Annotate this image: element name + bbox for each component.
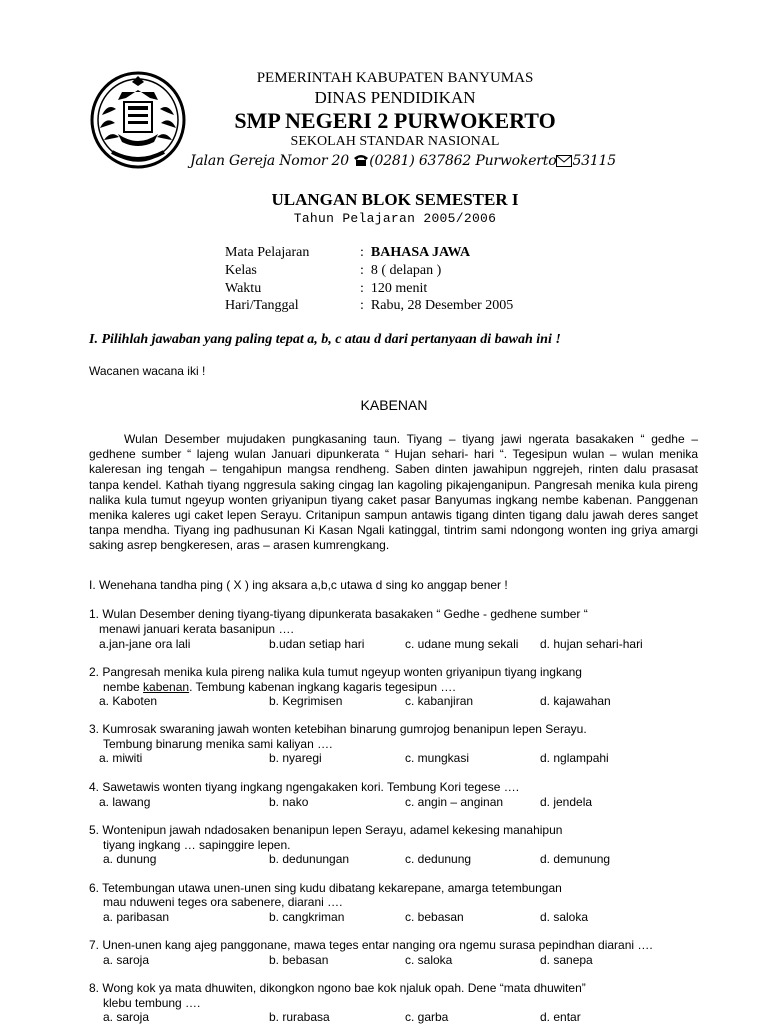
info-value: : BAHASA JAWA xyxy=(360,245,471,260)
answer-option-b: b. cangkriman xyxy=(269,910,345,924)
city-name: Purwokerto xyxy=(475,153,557,169)
reading-prompt: Wacanen wacana iki ! xyxy=(89,364,206,378)
department-heading: DINAS PENDIDIKAN xyxy=(314,88,476,107)
info-label: Mata Pelajaran xyxy=(225,245,310,260)
address-line xyxy=(190,153,616,169)
answer-option-c: c. mungkasi xyxy=(405,751,470,765)
passage-title: KABENAN xyxy=(360,397,428,413)
school-status: SEKOLAH STANDAR NASIONAL xyxy=(290,134,500,149)
answer-option-b: b. rurabasa xyxy=(269,1010,330,1024)
question-text: 7. Unen-unen kang ajeg panggonane, mawa teges entar nanging ora ngemu surasa pepindhan diarani …. xyxy=(89,938,653,952)
phone-icon xyxy=(353,153,369,169)
info-value: : Rabu, 28 Desember 2005 xyxy=(360,298,514,313)
question-text: mau nduweni teges ora sabenere, diarani …. xyxy=(103,895,343,909)
answer-option-a: a. saroja xyxy=(103,953,150,967)
banyumas-regency-seal-icon xyxy=(88,70,188,170)
passage-text: Wulan Desember mujudaken pungkasaning taun. Tiyang – tiyang jawi ngerata basakaken “ gedhe – gedhene sumber “ lajeng wulan Januari dipunkerata “ Hujan sehari- hari “. Tegesipun wulan – wulan menika kaleresan ing tengah – tengahipun mangsa rendheng. Saben dinten jawahipun nggrejeh, rinten dalu prasasat tanpa kendel. Kathah tiyang nggresula saking cingag lan kagoling pikajenganipun. Pangresah menika kula pireng nalika kula tumut ngeyup wonten griyanipun tiyang caket pasar Banyumas ingkang nembe kabenan. Panggenan menika kaleres ugi caket lepen Serayu. Critanipun sampun antawis tigang dinten tigang dalu jawah deres sanget tanpa mendha. Tiyang ing padhusunan Ki Kasan Ngali katinggal, tintrim sami ndongong wonten ing griya amargi saking asrep bengkeresen, aras – arasen kumrengkang. xyxy=(89,432,698,553)
question-text: Tembung binarung menika sami kaliyan …. xyxy=(103,737,333,751)
answer-option-b: b. bebasan xyxy=(269,953,329,967)
info-value: : 8 ( delapan ) xyxy=(360,263,442,278)
question-text: 6. Tetembungan utawa unen-unen sing kudu dibatang kekarepane, amarga tetembungan xyxy=(89,881,562,895)
answer-option-b: b. nyaregi xyxy=(269,751,322,765)
exam-title: ULANGAN BLOK SEMESTER I xyxy=(271,190,519,209)
question-text: 1. Wulan Desember dening tiyang-tiyang dipunkerata basakaken “ Gedhe - gedhene sumber “ xyxy=(89,607,588,621)
answer-option-d: d. sanepa xyxy=(540,953,593,967)
answer-option-a: a. miwiti xyxy=(99,751,143,765)
answer-option-c: c. garba xyxy=(405,1010,449,1024)
address-street: Jalan Gereja Nomor 20 xyxy=(190,153,349,169)
answer-option-b: b.udan setiap hari xyxy=(269,637,365,651)
answer-option-c: c. saloka xyxy=(405,953,453,967)
answer-option-b: b. dedunungan xyxy=(269,852,350,866)
answer-option-d: d. entar xyxy=(540,1010,581,1024)
answer-option-a: a. saroja xyxy=(103,1010,150,1024)
question-text: menawi januari kerata basanipun …. xyxy=(99,622,294,636)
answer-option-c: c. angin – anginan xyxy=(405,795,504,809)
question-text: tiyang ingkang … sapinggire lepen. xyxy=(103,838,291,852)
sub-instruction: I. Wenehana tandha ping ( X ) ing aksara a,b,c utawa d sing ko anggap bener ! xyxy=(89,578,508,592)
question-text: nembe kabenan. Tembung kabenan ingkang kagaris tegesipun …. xyxy=(103,680,456,694)
info-label: Kelas xyxy=(225,263,257,278)
section-instruction: I. Pilihlah jawaban yang paling tepat a, b, c atau d dari pertanyaan di bawah ini ! xyxy=(89,332,561,347)
answer-option-c: c. dedunung xyxy=(405,852,472,866)
question-text: klebu tembung …. xyxy=(103,996,201,1010)
answer-option-c: c. kabanjiran xyxy=(405,694,474,708)
answer-option-d: d. saloka xyxy=(540,910,589,924)
answer-option-a: a. dunung xyxy=(103,852,157,866)
answer-option-b: b. nako xyxy=(269,795,309,809)
answer-option-d: d. jendela xyxy=(540,795,593,809)
question-text: 4. Sawetawis wonten tiyang ingkang ngengakaken kori. Tembung Kori tegese …. xyxy=(89,780,520,794)
answer-option-a: a. lawang xyxy=(99,795,151,809)
question-text: 3. Kumrosak swaraning jawah wonten ketebihan binarung gumrojog benanipun lepen Serayu. xyxy=(89,722,587,736)
info-label: Hari/Tanggal xyxy=(225,298,299,313)
question-text: 2. Pangresah menika kula pireng nalika kula tumut ngeyup wonten griyanipun tiyang ingkang xyxy=(89,665,582,679)
question-text: 8. Wong kok ya mata dhuwiten, dikongkon ngono bae kok njaluk opah. Dene “mata dhuwiten” xyxy=(89,981,586,995)
mail-icon xyxy=(556,153,572,169)
answer-option-d: d. hujan sehari-hari xyxy=(540,637,643,651)
answer-option-b: b. Kegrimisen xyxy=(269,694,343,708)
info-label: Waktu xyxy=(225,281,262,296)
answer-option-c: c. udane mung sekali xyxy=(405,637,519,651)
answer-option-a: a.jan-jane ora lali xyxy=(99,637,191,651)
exam-year: Tahun Pelajaran 2005/2006 xyxy=(293,211,497,226)
answer-option-c: c. bebasan xyxy=(405,910,464,924)
phone-number: (0281) 637862 xyxy=(369,153,472,169)
government-heading: PEMERINTAH KABUPATEN BANYUMAS xyxy=(256,70,534,86)
answer-option-d: d. nglampahi xyxy=(540,751,609,765)
answer-option-d: d. kajawahan xyxy=(540,694,611,708)
answer-option-d: d. demunung xyxy=(540,852,611,866)
answer-option-a: a. Kaboten xyxy=(99,694,158,708)
school-name: SMP NEGERI 2 PURWOKERTO xyxy=(234,108,556,133)
info-value: : 120 menit xyxy=(360,281,428,296)
question-text: 5. Wontenipun jawah ndadosaken benanipun lepen Serayu, adamel kekesing manahipun xyxy=(89,823,563,837)
answer-option-a: a. paribasan xyxy=(103,910,170,924)
postal-code: 53115 xyxy=(572,153,616,169)
